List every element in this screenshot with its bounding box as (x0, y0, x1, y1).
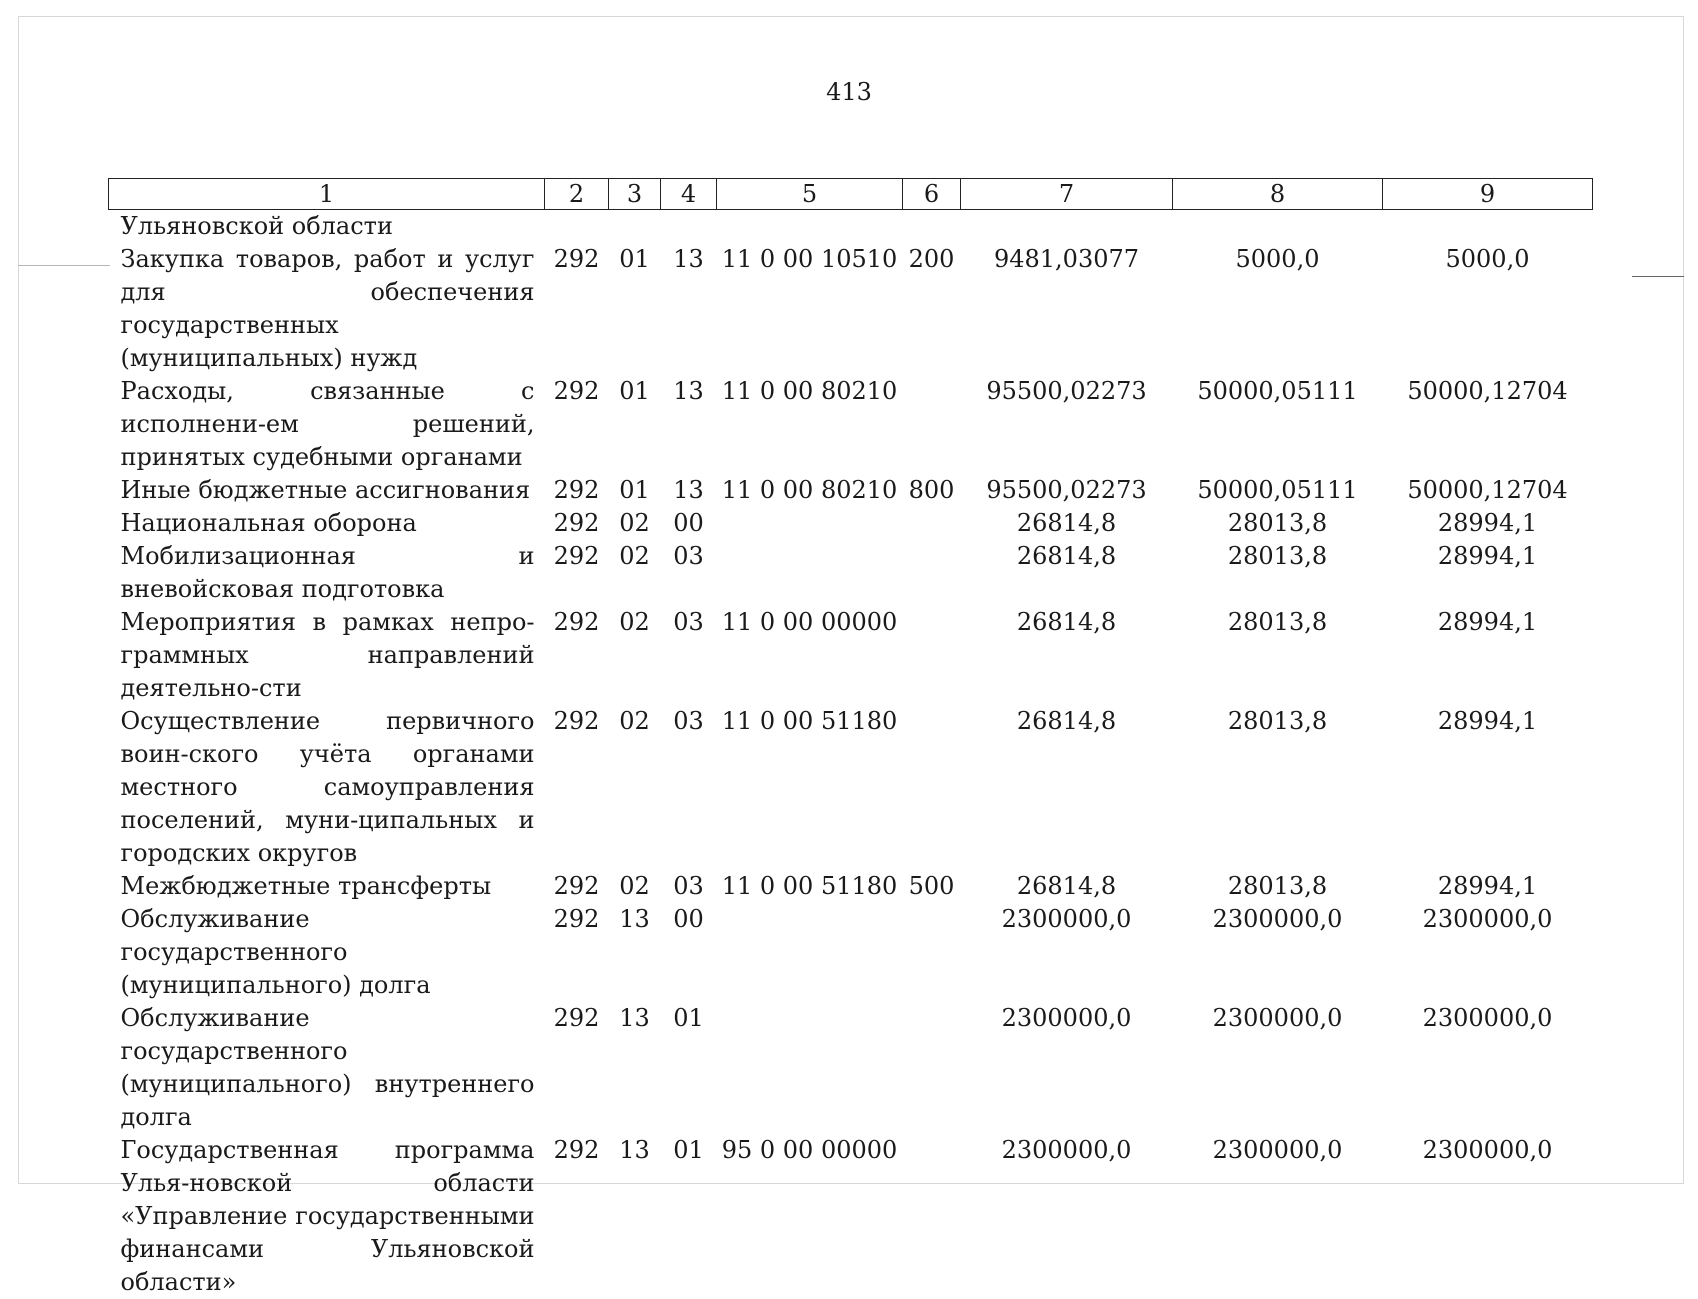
amount-7-cell (961, 210, 1173, 244)
code-3-cell: 01 (609, 474, 661, 507)
amount-8-cell: 50000,05111 (1173, 474, 1383, 507)
code-3-cell: 13 (609, 1134, 661, 1299)
table-row (109, 540, 1593, 606)
code-6-cell: 500 (903, 870, 961, 903)
scan-artifact-line (1632, 276, 1684, 277)
code-4-cell: 00 (661, 507, 717, 540)
table-row (109, 1002, 1593, 1134)
code-2-cell: 292 (545, 903, 609, 1002)
code-5-cell (717, 1002, 903, 1134)
code-2-cell: 292 (545, 870, 609, 903)
row-name-cell: Ульяновской области (109, 210, 545, 244)
amount-7-cell: 95500,02273 (961, 474, 1173, 507)
code-4-cell: 00 (661, 903, 717, 1002)
column-header: 6 (903, 179, 961, 210)
row-name-cell: Мобилизационная и вневойсковая подготовка (109, 540, 545, 606)
code-5-cell (717, 507, 903, 540)
row-name-cell: Государственная программа Улья-новской области «Управление государственными финансами Ульяновской области» (109, 1134, 545, 1299)
amount-8-cell: 2300000,0 (1173, 1002, 1383, 1134)
column-header: 4 (661, 179, 717, 210)
amount-8-cell: 28013,8 (1173, 507, 1383, 540)
column-header: 7 (961, 179, 1173, 210)
code-4-cell: 01 (661, 1002, 717, 1134)
code-5-cell: 11 0 00 10510 (717, 243, 903, 375)
code-6-cell (903, 540, 961, 606)
row-name-cell: Межбюджетные трансферты (109, 870, 545, 903)
amount-9-cell: 28994,1 (1383, 606, 1593, 705)
amount-9-cell: 28994,1 (1383, 870, 1593, 903)
row-name-cell: Национальная оборона (109, 507, 545, 540)
header-row (109, 179, 1593, 210)
code-2-cell: 292 (545, 474, 609, 507)
amount-7-cell: 26814,8 (961, 540, 1173, 606)
column-header: 5 (717, 179, 903, 210)
amount-7-cell: 26814,8 (961, 507, 1173, 540)
table-row (109, 705, 1593, 870)
code-4-cell: 13 (661, 243, 717, 375)
table-row (109, 474, 1593, 507)
row-name-cell: Обслуживание государственного (муниципального) долга (109, 903, 545, 1002)
amount-8-cell: 28013,8 (1173, 705, 1383, 870)
code-2-cell: 292 (545, 1134, 609, 1299)
amount-9-cell: 5000,0 (1383, 243, 1593, 375)
row-name-cell: Мероприятия в рамках непро-граммных направлений деятельно-сти (109, 606, 545, 705)
code-2-cell: 292 (545, 507, 609, 540)
code-6-cell: 200 (903, 243, 961, 375)
amount-8-cell: 28013,8 (1173, 540, 1383, 606)
code-4-cell: 03 (661, 606, 717, 705)
amount-7-cell: 2300000,0 (961, 903, 1173, 1002)
table-row (109, 243, 1593, 375)
code-2-cell (545, 210, 609, 244)
amount-7-cell: 2300000,0 (961, 1134, 1173, 1299)
code-5-cell: 11 0 00 80210 (717, 474, 903, 507)
code-5-cell (717, 210, 903, 244)
code-2-cell: 292 (545, 1002, 609, 1134)
amount-9-cell: 2300000,0 (1383, 1002, 1593, 1134)
code-3-cell: 02 (609, 606, 661, 705)
column-header: 1 (109, 179, 545, 210)
code-3-cell: 13 (609, 1002, 661, 1134)
code-6-cell (903, 1134, 961, 1299)
code-5-cell (717, 540, 903, 606)
budget-table (108, 178, 1593, 1299)
table-row (109, 375, 1593, 474)
table-row (109, 870, 1593, 903)
row-name-cell: Осуществление первичного воин-ского учёта органами местного самоуправления поселений, муни-ципальных и городских округов (109, 705, 545, 870)
code-4-cell: 13 (661, 375, 717, 474)
code-6-cell (903, 375, 961, 474)
code-5-cell (717, 903, 903, 1002)
page-number: 413 (0, 78, 1698, 106)
row-name-cell: Закупка товаров, работ и услуг для обеспечения государственных (муниципальных) нужд (109, 243, 545, 375)
amount-8-cell: 2300000,0 (1173, 903, 1383, 1002)
code-2-cell: 292 (545, 606, 609, 705)
column-header: 9 (1383, 179, 1593, 210)
amount-7-cell: 26814,8 (961, 705, 1173, 870)
code-2-cell: 292 (545, 705, 609, 870)
code-6-cell (903, 606, 961, 705)
code-4-cell: 03 (661, 870, 717, 903)
code-5-cell: 11 0 00 51180 (717, 870, 903, 903)
row-name-cell: Иные бюджетные ассигнования (109, 474, 545, 507)
scan-artifact-line (18, 265, 110, 266)
amount-9-cell: 28994,1 (1383, 540, 1593, 606)
table-row (109, 507, 1593, 540)
amount-7-cell: 2300000,0 (961, 1002, 1173, 1134)
amount-9-cell: 2300000,0 (1383, 903, 1593, 1002)
code-5-cell: 11 0 00 51180 (717, 705, 903, 870)
amount-9-cell: 28994,1 (1383, 507, 1593, 540)
code-3-cell (609, 210, 661, 244)
table-body (109, 210, 1593, 1299)
code-4-cell: 01 (661, 1134, 717, 1299)
amount-8-cell: 28013,8 (1173, 870, 1383, 903)
code-6-cell (903, 903, 961, 1002)
code-3-cell: 01 (609, 243, 661, 375)
row-name-cell: Обслуживание государственного (муниципального) внутреннего долга (109, 1002, 545, 1134)
amount-7-cell: 95500,02273 (961, 375, 1173, 474)
code-6-cell: 800 (903, 474, 961, 507)
code-4-cell (661, 210, 717, 244)
column-header: 8 (1173, 179, 1383, 210)
amount-9-cell: 50000,12704 (1383, 474, 1593, 507)
code-4-cell: 13 (661, 474, 717, 507)
code-2-cell: 292 (545, 243, 609, 375)
code-4-cell: 03 (661, 540, 717, 606)
column-header: 2 (545, 179, 609, 210)
code-5-cell: 95 0 00 00000 (717, 1134, 903, 1299)
code-3-cell: 02 (609, 540, 661, 606)
code-3-cell: 02 (609, 705, 661, 870)
code-6-cell (903, 210, 961, 244)
column-header: 3 (609, 179, 661, 210)
amount-9-cell: 28994,1 (1383, 705, 1593, 870)
code-4-cell: 03 (661, 705, 717, 870)
amount-8-cell (1173, 210, 1383, 244)
code-6-cell (903, 507, 961, 540)
amount-8-cell: 5000,0 (1173, 243, 1383, 375)
code-6-cell (903, 705, 961, 870)
code-5-cell: 11 0 00 00000 (717, 606, 903, 705)
code-5-cell: 11 0 00 80210 (717, 375, 903, 474)
amount-9-cell (1383, 210, 1593, 244)
amount-9-cell: 2300000,0 (1383, 1134, 1593, 1299)
table-row (109, 210, 1593, 244)
amount-7-cell: 26814,8 (961, 606, 1173, 705)
table-row (109, 1134, 1593, 1299)
code-6-cell (903, 1002, 961, 1134)
code-3-cell: 02 (609, 507, 661, 540)
code-3-cell: 13 (609, 903, 661, 1002)
code-2-cell: 292 (545, 375, 609, 474)
table-row (109, 903, 1593, 1002)
amount-8-cell: 50000,05111 (1173, 375, 1383, 474)
amount-7-cell: 26814,8 (961, 870, 1173, 903)
amount-9-cell: 50000,12704 (1383, 375, 1593, 474)
code-3-cell: 01 (609, 375, 661, 474)
table-row (109, 606, 1593, 705)
code-3-cell: 02 (609, 870, 661, 903)
row-name-cell: Расходы, связанные с исполнени-ем решений, принятых судебными органами (109, 375, 545, 474)
amount-7-cell: 9481,03077 (961, 243, 1173, 375)
code-2-cell: 292 (545, 540, 609, 606)
table-header (109, 179, 1593, 210)
amount-8-cell: 2300000,0 (1173, 1134, 1383, 1299)
amount-8-cell: 28013,8 (1173, 606, 1383, 705)
